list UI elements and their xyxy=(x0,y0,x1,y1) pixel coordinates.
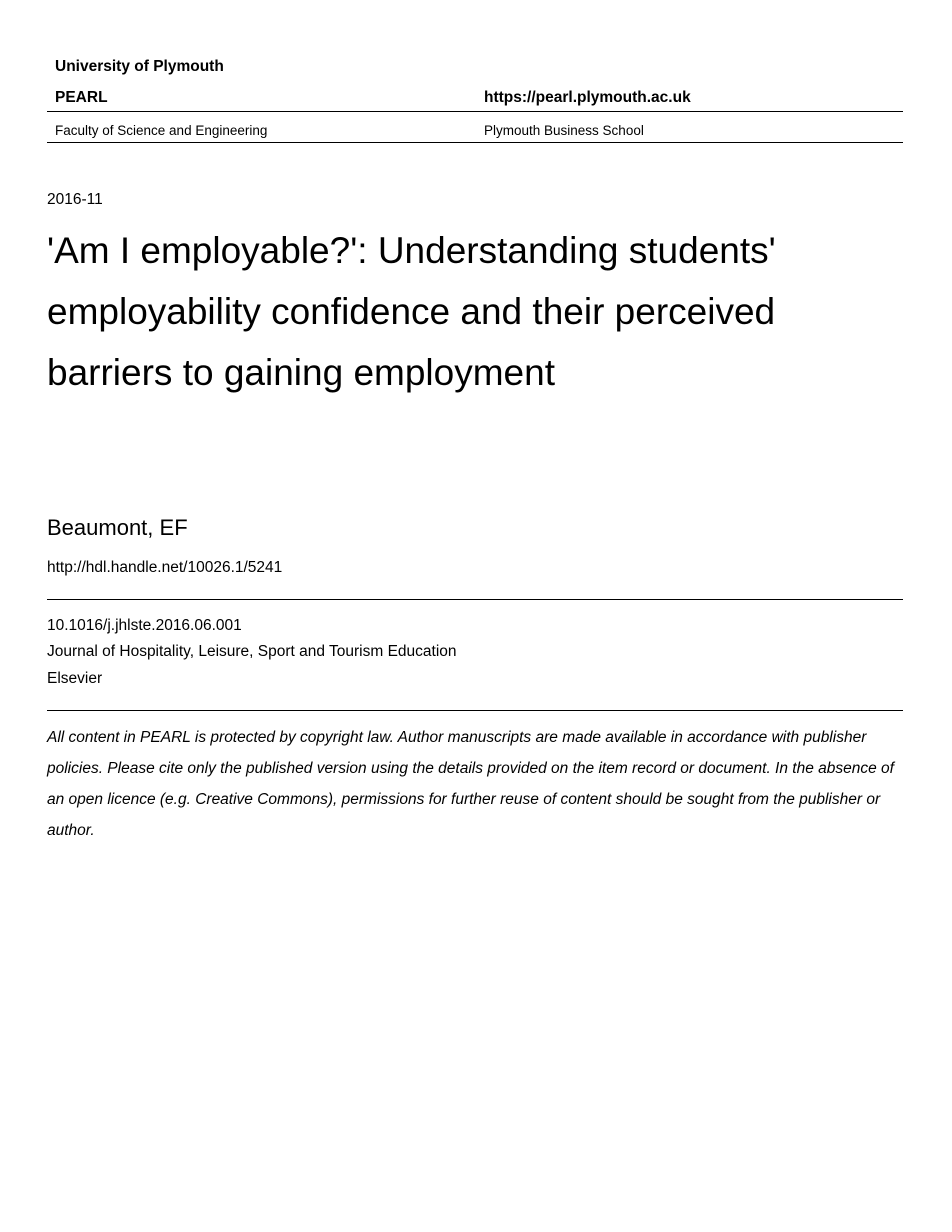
repository-name: PEARL xyxy=(55,89,108,106)
item-publisher: Elsevier xyxy=(47,670,103,687)
repository-url[interactable]: https://pearl.plymouth.ac.uk xyxy=(484,89,691,106)
metadata-divider-top xyxy=(47,599,903,600)
handle-link[interactable]: http://hdl.handle.net/10026.1/5241 xyxy=(47,559,283,576)
header-divider-bottom xyxy=(47,142,903,143)
item-title: 'Am I employable?': Understanding students' employability confidence and their perceived barriers to gaining employment xyxy=(47,230,776,393)
school-name: Plymouth Business School xyxy=(484,123,644,138)
faculty-name: Faculty of Science and Engineering xyxy=(55,123,268,138)
university-name: University of Plymouth xyxy=(55,58,224,75)
publication-date: 2016-11 xyxy=(47,191,103,208)
item-doi: 10.1016/j.jhlste.2016.06.001 xyxy=(47,617,242,634)
item-journal: Journal of Hospitality, Leisure, Sport and Tourism Education xyxy=(47,643,457,660)
copyright-notice: All content in PEARL is protected by copyright law. Author manuscripts are made available in accordance with publisher policies. Please cite only the published version using the details provided on the item record or document. In the absence of an open licence (e.g. Creative Commons), permissions for further reuse of content should be sought from the publisher or author. xyxy=(47,729,894,839)
header-divider-top xyxy=(47,111,903,112)
metadata-divider-bottom xyxy=(47,710,903,711)
item-author: Beaumont, EF xyxy=(47,515,188,540)
